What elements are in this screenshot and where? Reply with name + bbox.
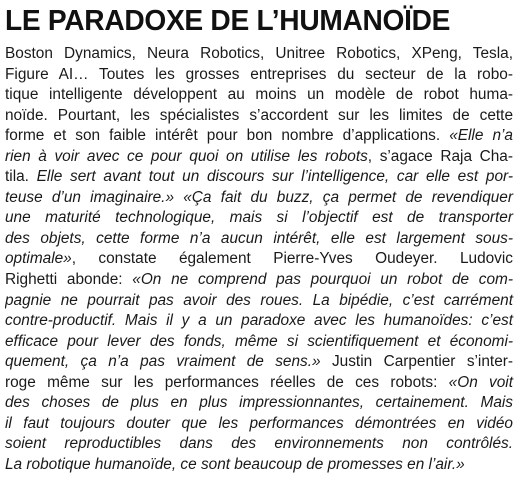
quote-text: Elle sert avant tout un discours sur l’intelligence, car elle est por- bbox=[36, 168, 513, 186]
quote-text: quement, ça n’a pas vraiment de sens.» bbox=[5, 353, 321, 371]
quote-text: il faut toujours douter que les performances démontrées en vidéo bbox=[5, 414, 513, 432]
body-text: , s’agace Raja Cha- bbox=[367, 147, 513, 165]
body-text: forme et son faible intérêt pour bon nombre d’applications. bbox=[5, 127, 450, 145]
body-line bbox=[5, 434, 513, 455]
quote-text: «Elle n’a bbox=[449, 127, 513, 145]
body-line bbox=[5, 147, 513, 168]
body-line bbox=[5, 455, 513, 476]
body-line bbox=[5, 332, 513, 353]
quote-text: pagnie ne pourrait pas avoir des roues. La bipédie, c’est carrément bbox=[5, 291, 513, 309]
quote-text: soient reproductibles dans des environnements non contrôlés. bbox=[5, 435, 513, 453]
body-text: Figure AI… Toutes les grosses entreprises du secteur de la robo- bbox=[5, 65, 513, 83]
body-text: , constate également Pierre-Yves Oudeyer. Ludovic bbox=[71, 250, 513, 268]
body-line bbox=[5, 229, 513, 250]
body-text: noïde. Pourtant, les spécialistes s’accordent sur les limites de cette bbox=[5, 106, 513, 124]
body-line bbox=[5, 270, 513, 291]
body-line bbox=[5, 188, 513, 209]
quote-text: contre-productif. Mais il y a un paradoxe avec les humanoïdes: c’est bbox=[5, 312, 513, 330]
body-text: roge même sur les performances réelles de ces robots: bbox=[5, 373, 449, 391]
body-line bbox=[5, 373, 513, 394]
body-line bbox=[5, 393, 513, 414]
body-text: tila. bbox=[5, 168, 37, 186]
article bbox=[5, 0, 519, 500]
quote-text: des choses de plus en plus impressionnantes, certainement. Mais bbox=[5, 394, 513, 412]
body-line bbox=[5, 44, 513, 65]
article-headline: LE PARADOXE DE L’HUMANOÏDE bbox=[5, 5, 451, 37]
body-line bbox=[5, 291, 513, 312]
quote-text: teuse d’un imaginaire.» «Ça fait du buzz, ça permet de revendiquer bbox=[5, 188, 513, 206]
body-line bbox=[5, 167, 513, 188]
body-line bbox=[5, 414, 513, 435]
quote-text: efficace pour lever des fonds, même si scientifiquement et économi- bbox=[5, 332, 513, 350]
body-text: Righetti abonde: bbox=[5, 271, 133, 289]
body-line bbox=[5, 311, 513, 332]
quote-text: «On voit bbox=[448, 373, 513, 391]
body-text: tique intelligente développent au moins un modèle de robot huma- bbox=[5, 86, 513, 104]
quote-text: des objets, cette forme n’a aucun intérêt, elle est largement sous- bbox=[5, 229, 513, 247]
quote-text: «On ne comprend pas pourquoi un robot de com- bbox=[132, 271, 513, 289]
quote-text: optimale» bbox=[5, 250, 72, 268]
body-line bbox=[5, 106, 513, 127]
body-line bbox=[5, 208, 513, 229]
body-line bbox=[5, 249, 513, 270]
body-line bbox=[5, 85, 513, 106]
article-body bbox=[5, 44, 519, 475]
body-line bbox=[5, 126, 513, 147]
body-text: Justin Carpentier s’inter- bbox=[320, 353, 513, 371]
body-text: Boston Dynamics, Neura Robotics, Unitree Robotics, XPeng, Tesla, bbox=[5, 45, 513, 62]
quote-text: une maturité technologique, mais si l’objectif est de transporter bbox=[5, 209, 513, 227]
body-line bbox=[5, 65, 513, 86]
body-line bbox=[5, 352, 513, 373]
quote-text: rien à voir avec ce pour quoi on utilise les robots bbox=[5, 147, 368, 165]
quote-text: La robotique humanoïde, ce sont beaucoup de promesses en l’air.» bbox=[5, 455, 465, 473]
